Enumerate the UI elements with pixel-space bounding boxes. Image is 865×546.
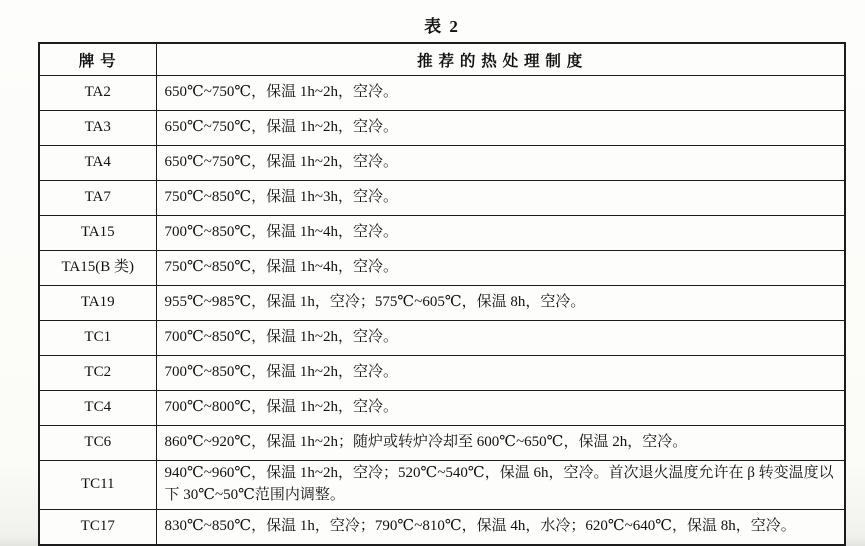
grade-column-header: 牌 号: [39, 43, 156, 76]
treatment-cell: 750℃~850℃，保温 1h~3h，空冷。: [156, 181, 845, 216]
table-row: [39, 356, 845, 391]
treatment-cell: 700℃~850℃，保温 1h~4h，空冷。: [156, 216, 845, 251]
treatment-cell: 940℃~960℃，保温 1h~2h，空冷；520℃~540℃，保温 6h，空冷。首次退火温度允许在 β 转变温度以下 30℃~50℃范围内调整。: [156, 461, 845, 510]
grade-cell: TA4: [39, 146, 156, 181]
treatment-cell: 830℃~850℃，保温 1h，空冷；790℃~810℃，保温 4h，水冷；620℃~640℃，保温 8h，空冷。: [156, 509, 845, 545]
treatment-cell: 700℃~850℃，保温 1h~2h，空冷。: [156, 321, 845, 356]
table-row: [39, 181, 845, 216]
grade-cell: TC11: [39, 461, 156, 510]
heat-treatment-table: [38, 42, 846, 546]
grade-cell: TC6: [39, 426, 156, 461]
grade-cell: TC1: [39, 321, 156, 356]
table-row: [39, 509, 845, 545]
grade-cell: TA7: [39, 181, 156, 216]
table-row: [39, 146, 845, 181]
table-row: [39, 111, 845, 146]
treatment-cell: 650℃~750℃，保温 1h~2h，空冷。: [156, 146, 845, 181]
grade-cell: TA15(B 类): [39, 251, 156, 286]
treatment-cell: 750℃~850℃，保温 1h~4h，空冷。: [156, 251, 845, 286]
table-row: [39, 391, 845, 426]
treatment-cell: 650℃~750℃，保温 1h~2h，空冷。: [156, 76, 845, 111]
table-row: [39, 426, 845, 461]
table-body: [39, 76, 845, 545]
table-header-row: [39, 43, 845, 76]
grade-cell: TA19: [39, 286, 156, 321]
treatment-cell: 860℃~920℃，保温 1h~2h；随炉或转炉冷却至 600℃~650℃，保温 2h，空冷。: [156, 426, 845, 461]
treatment-cell: 955℃~985℃，保温 1h，空冷；575℃~605℃，保温 8h，空冷。: [156, 286, 845, 321]
table-row: [39, 321, 845, 356]
grade-cell: TC4: [39, 391, 156, 426]
table-row: [39, 286, 845, 321]
grade-cell: TC17: [39, 509, 156, 545]
grade-cell: TA15: [39, 216, 156, 251]
grade-cell: TA2: [39, 76, 156, 111]
table-row: [39, 216, 845, 251]
treatment-cell: 650℃~750℃，保温 1h~2h，空冷。: [156, 111, 845, 146]
table-title: 表 2: [424, 17, 460, 36]
grade-cell: TA3: [39, 111, 156, 146]
table-row: [39, 461, 845, 510]
treatment-cell: 700℃~800℃，保温 1h~2h，空冷。: [156, 391, 845, 426]
table-row: [39, 76, 845, 111]
grade-cell: TC2: [39, 356, 156, 391]
table-row: [39, 251, 845, 286]
table-header: [39, 43, 845, 76]
treatment-column-header: 推 荐 的 热 处 理 制 度: [156, 43, 845, 76]
treatment-cell: 700℃~850℃，保温 1h~2h，空冷。: [156, 356, 845, 391]
